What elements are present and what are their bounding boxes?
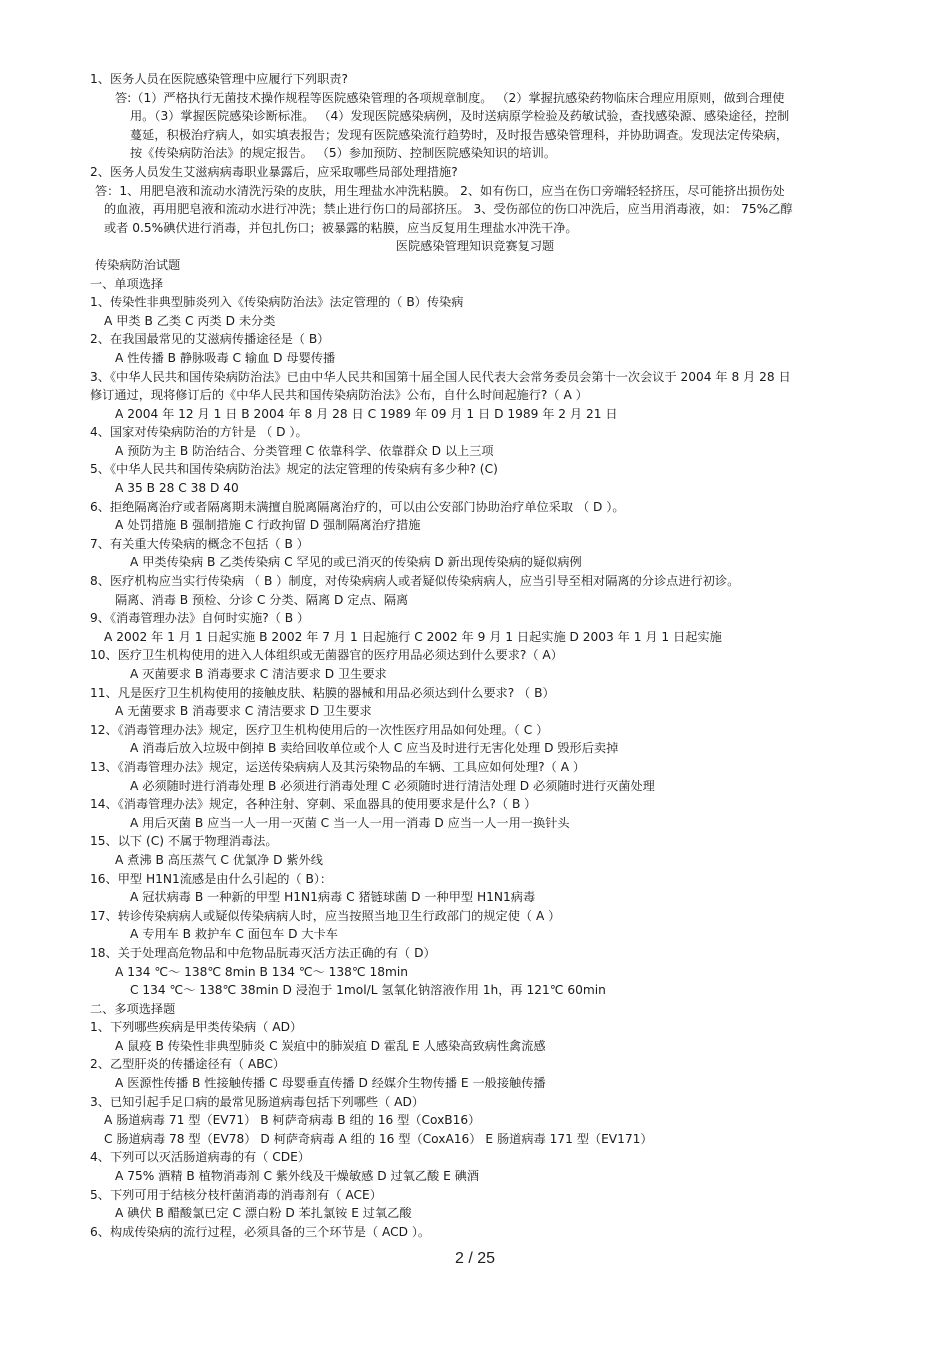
text-line: A 鼠疫 B 传染性非典型肺炎 C 炭疽中的肺炭疽 D 霍乱 E 人感染高致病性禽流感: [115, 1038, 546, 1053]
text-line: 1、下列哪些疾病是甲类传染病（ AD）: [90, 1020, 303, 1035]
text-line: 传染病防治试题: [95, 257, 181, 272]
text-line: 的血液，再用肥皂液和流动水进行冲洗；禁止进行伤口的局部挤压。 3、受伤部位的伤口冲洗后，应当用消毒液，如： 75%乙醇: [104, 202, 793, 217]
text-line: 3、《中华人民共和国传染病防治法》已由中华人民共和国第十届全国人民代表大会常务委员会第十一次会议于 2004 年 8 月 28 日: [90, 369, 791, 384]
document-body: [0, 70, 950, 1241]
text-line: 一、单项选择: [90, 276, 164, 291]
text-line: 隔离、消毒 B 预检、分诊 C 分类、隔离 D 定点、隔离: [115, 592, 409, 607]
text-line: A 甲类传染病 B 乙类传染病 C 罕见的或已消灭的传染病 D 新出现传染病的疑似病例: [130, 555, 582, 570]
text-line: 17、转诊传染病病人或疑似传染病病人时，应当按照当地卫生行政部门的规定使（ A ）: [90, 908, 561, 923]
text-line: 1、医务人员在医院感染管理中应履行下列职责?: [90, 72, 348, 86]
text-line: 6、拒绝隔离治疗或者隔离期未满擅自脱离隔离治疗的，可以由公安部门协助治疗单位采取 （ D ）。: [90, 499, 625, 514]
text-line: 7、有关重大传染病的概念不包括（ B ）: [90, 536, 309, 551]
text-line: 答：1、用肥皂液和流动水清洗污染的皮肤，用生理盐水冲洗粘膜。 2、如有伤口，应当在伤口旁端轻轻挤压，尽可能挤出损伤处: [95, 183, 785, 198]
text-line: A 75% 酒精 B 植物消毒剂 C 紫外线及干燥敏感 D 过氧乙酸 E 碘酒: [115, 1169, 480, 1184]
text-line: A 灭菌要求 B 消毒要求 C 清洁要求 D 卫生要求: [130, 667, 387, 681]
text-line: 12、《消毒管理办法》规定，医疗卫生机构使用后的一次性医疗用品如何处理。（ C ）: [90, 722, 549, 737]
text-line: 5、下列可用于结核分枝杆菌消毒的消毒剂有（ ACE）: [90, 1187, 382, 1202]
text-line: A 冠状病毒 B 一种新的甲型 H1N1病毒 C 猪链球菌 D 一种甲型 H1N1病毒: [130, 890, 536, 905]
text-line: 5、《中华人民共和国传染病防治法》规定的法定管理的传染病有多少种? (C): [90, 462, 498, 477]
text-line: 蔓延，积极治疗病人，如实填表报告；发现有医院感染流行趋势时，及时报告感染管理科，并协助调查。发现法定传染病，: [130, 127, 789, 142]
text-line: 2、在我国最常见的艾滋病传播途径是（ B）: [90, 332, 330, 347]
text-line: A 甲类 B 乙类 C 丙类 D 未分类: [104, 313, 276, 328]
text-line: 18、关于处理高危物品和中危物品朊毒灭活方法正确的有（ D）: [90, 945, 436, 960]
text-line: 4、国家对传染病防治的方针是 （ D ）。: [90, 425, 308, 440]
text-line: A 煮沸 B 高压蒸气 C 优氯净 D 紫外线: [115, 852, 323, 867]
text-line: A 性传播 B 静脉吸毒 C 输血 D 母婴传播: [115, 350, 336, 365]
text-line: A 2004 年 12 月 1 日 B 2004 年 8 月 28 日 C 1989 年 09 月 1 日 D 1989 年 2 月 21 日: [115, 406, 618, 421]
text-line: 10、医疗卫生机构使用的进入人体组织或无菌器官的医疗用品必须达到什么要求?（ A）: [90, 648, 563, 663]
text-line: C 134 ℃～ 138℃ 38min D 浸泡于 1mol/L 氢氧化钠溶液作用 1h，再 121℃ 60min: [130, 983, 606, 998]
text-line: 2、医务人员发生艾滋病病毒职业暴露后，应采取哪些局部处理措施?: [90, 164, 458, 179]
text-line: 修订通过，现将修订后的《中华人民共和国传染病防治法》公布，自什么时间起施行?（ A ）: [90, 388, 588, 403]
text-line: A 35 B 28 C 38 D 40: [115, 481, 239, 496]
text-line: 16、甲型 H1N1流感是由什么引起的（ B）：: [90, 871, 333, 886]
text-line: 8、医疗机构应当实行传染病 （ B ）制度，对传染病病人或者疑似传染病病人，应当引导至相对隔离的分诊点进行初诊。: [90, 574, 740, 589]
document-heading: 医院感染管理知识竞赛复习题: [395, 239, 555, 254]
text-line: A 用后灭菌 B 应当一人一用一灭菌 C 当一人一用一消毒 D 应当一人一用一换针头: [130, 815, 570, 830]
text-line: 答:（1）严格执行无菌技术操作规程等医院感染管理的各项规章制度。 （2）掌握抗感染药物临床合理应用原则，做到合理使: [115, 90, 785, 105]
page-number: 2 / 25: [454, 1250, 496, 1267]
text-line: 9、《消毒管理办法》自何时实施?（ B ）: [90, 611, 310, 626]
text-line: A 专用车 B 救护车 C 面包车 D 大卡车: [130, 927, 338, 942]
text-line: A 碘伏 B 醋酸氯已定 C 漂白粉 D 苯扎氯铵 E 过氧乙酸: [115, 1206, 412, 1221]
text-line: A 134 ℃～ 138℃ 8min B 134 ℃～ 138℃ 18min: [115, 964, 408, 979]
text-line: 3、已知引起手足口病的最常见肠道病毒包括下列哪些（ AD）: [90, 1094, 425, 1109]
text-line: A 肠道病毒 71 型（EV71） B 柯萨奇病毒 B 组的 16 型（CoxB16）: [104, 1113, 481, 1128]
text-line: 二、多项选择题: [90, 1001, 176, 1016]
text-line: A 必须随时进行消毒处理 B 必须进行消毒处理 C 必须随时进行清洁处理 D 必须随时进行灭菌处理: [130, 778, 655, 793]
text-line: A 预防为主 B 防治结合、分类管理 C 依靠科学、依靠群众 D 以上三项: [115, 443, 494, 458]
text-line: 13、《消毒管理办法》规定，运送传染病病人及其污染物品的车辆、工具应如何处理?（ A ）: [90, 759, 586, 774]
text-line: A 医源性传播 B 性接触传播 C 母婴垂直传播 D 经媒介生物传播 E 一般接触传播: [115, 1076, 546, 1091]
text-line: A 消毒后放入垃圾中倒掉 B 卖给回收单位或个人 C 应当及时进行无害化处理 D 毁形后卖掉: [130, 741, 619, 756]
text-line: 用。（3）掌握医院感染诊断标准。 （4）发现医院感染病例，及时送病原学检验及药敏试验，查找感染源、感染途径，控制: [130, 109, 790, 124]
text-line: A 2002 年 1 月 1 日起实施 B 2002 年 7 月 1 日起施行 C 2002 年 9 月 1 日起实施 D 2003 年 1 月 1 日起实施: [104, 629, 722, 644]
text-line: 6、构成传染病的流行过程，必须具备的三个环节是（ ACD ）。: [90, 1224, 431, 1239]
text-line: 11、凡是医疗卫生机构使用的接触皮肤、粘膜的器械和用品必须达到什么要求? （ B）: [90, 685, 555, 700]
text-line: A 无菌要求 B 消毒要求 C 清洁要求 D 卫生要求: [115, 704, 372, 719]
text-line: 或者 0.5%碘伏进行消毒，并包扎伤口；被暴露的粘膜，应当反复用生理盐水冲洗干净。: [104, 220, 578, 235]
text-line: 15、以下 (C) 不属于物理消毒法。: [90, 834, 278, 849]
text-line: A 处罚措施 B 强制措施 C 行政拘留 D 强制隔离治疗措施: [115, 518, 421, 533]
text-line: 4、下列可以灭活肠道病毒的有（ CDE）: [90, 1150, 311, 1165]
text-line: 按《传染病防治法》的规定报告。 （5）参加预防、控制医院感染知识的培训。: [130, 146, 557, 161]
text-line: 1、传染性非典型肺炎列入《传染病防治法》法定管理的（ B）传染病: [90, 295, 464, 310]
text-line: 2、乙型肝炎的传播途径有（ ABC）: [90, 1057, 286, 1072]
text-line: C 肠道病毒 78 型（EV78） D 柯萨奇病毒 A 组的 16 型（CoxA16） E 肠道病毒 171 型（EV171）: [104, 1131, 653, 1146]
text-line: 14、《消毒管理办法》规定，各种注射、穿刺、采血器具的使用要求是什么?（ B ）: [90, 797, 537, 812]
